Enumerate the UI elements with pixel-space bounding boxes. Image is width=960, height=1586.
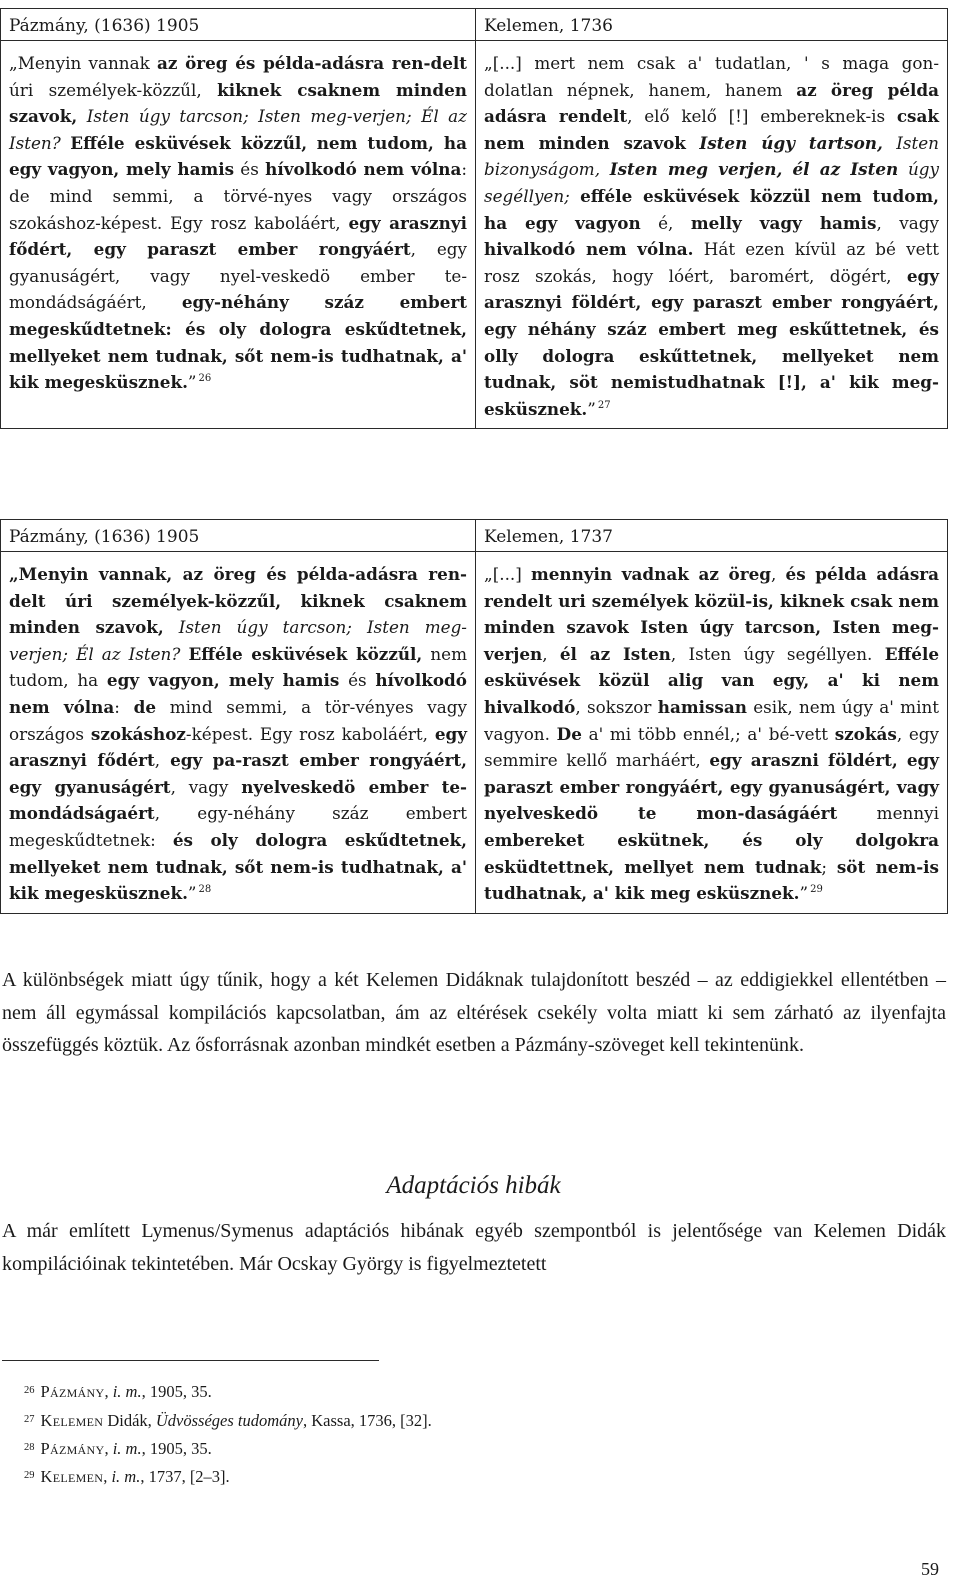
footnote-ref: 28 [198, 884, 212, 896]
table1-pazmany-quote: „Menyin vannak az öreg és példa-adásra ren-delt úri személyek-közzűl, kiknek csaknem minden szavok, Isten úgy tarcson; Isten meg-verjen; Él az Isten? Efféle esküvések közzűl, nem tudom, ha egy vagyon, mely hamis és hívolkodó nem vólna: de mind semmi, a törvé-nyes vagy országos szokáshoz-képest. Egy rosz kaboláért, egy arasznyi fődért, egy paraszt ember rongyáért, egy gyanuságért, vagy nyel-veskedö ember te-mondádságáért, egy-néhány száz embert megeskűdtetnek: és oly dologra eskűdtetnek, mellyeket nem tudnak, sőt nem-is tudhatnak, a' kik megesküsznek.” $^{26}$ [1, 41, 476, 429]
table2-pazmany-quote: „Menyin vannak, az öreg és példa-adásra ren-delt úri személyek-közzűl, kiknek csaknem minden szavok, Isten úgy tarcson; Isten meg-verjen; Él az Isten? Efféle esküvések közzűl, nem tudom, ha egy vagyon, mely hamis és hívolkodó nem vólna: de mind semmi, a tör-vényes vagy országos szokáshoz-képest. Egy rosz kaboláért, egy arasznyi fődért, egy pa-raszt ember rongyáért, egy gyanuságért, vagy nyelveskedö ember te-mondádságaért, egy-néhány száz embert megeskűdtetnek: és oly dologra eskűdtetnek, mellyeket nem tudnak, sőt nem-is tudhatnak, a' kik megesküsznek.” $^{28}$ [1, 552, 476, 914]
footnote-ref: 27 [597, 399, 611, 411]
table2-right-header: Kelemen, 1737 [476, 520, 948, 552]
footnote-ref: 29 [810, 884, 823, 896]
table2-kelemen-quote: „[...] mennyin vadnak az öreg, és példa adásra rendelt uri személyek közül-is, kiknek csak nem minden szavok Isten úgy tarcson, Isten meg-verjen, él az Isten, Isten úgy segéllyen. Efféle esküvések közül alig van egy, a' ki nem hivalkodó, sokszor hamissan esik, nem úgy a' mint vagyon. De a' mi több ennél,; a' bé-vett szokás, egy semmire kellő marháért, egy araszni földért, egy paraszt ember rongyáért, egy gyanuságért, vagy nyelveskedö te mon-daságáért mennyi embereket eskütnek, és oly dolgokra esküdtettnek, mellyet nem tudnak; söt nem-is tudhatnak, a' kik meg esküsznek.” $^{29}$ [476, 552, 948, 914]
table1-right-header: Kelemen, 1736 [476, 9, 948, 41]
footnote-29: $^{29}$ Kelemen, i. m., 1737, [2–3]. [24, 1467, 230, 1486]
footnote-27: $^{27}$ Kelemen Didák, Üdvösséges tudomány, Kassa, 1736, [32]. [24, 1411, 432, 1430]
table2-left-header: Pázmány, (1636) 1905 [1, 520, 476, 552]
table1-left-header: Pázmány, (1636) 1905 [1, 9, 476, 41]
comparison-table-1737 [0, 519, 948, 914]
body-paragraph-2: A már említett Lymenus/Symenus adaptációs hibának egyéb szempontból is jelentősége van Kelemen Didák kompilációinak tekintetében. Már Ocskay György is figyelmeztetett [2, 1220, 946, 1275]
footnote-separator [2, 1360, 379, 1361]
section-heading: Adaptációs hibák [386, 1172, 561, 1199]
footnote-ref: 26 [198, 373, 212, 385]
page-number: 59 [921, 1559, 939, 1579]
table1-kelemen-quote: „[...] mert nem csak a' tudatlan, ' s maga gon-dolatlan népnek, hanem, hanem az öreg példa adásra rendelt, elő kelő [!] embereknek-is csak nem minden szavok Isten úgy tartson, Isten bizonyságom, Isten meg verjen, él az Isten úgy segéllyen; efféle esküvések közzül nem tudom, ha egy vagyon é, melly vagy hamis, vagy hivalkodó nem vólna. Hát ezen kívül az bé vett rosz szokás, hogy lóért, baromért, dögért, egy arasznyi földért, egy paraszt ember rongyáért, egy néhány száz embert meg eskűttetnek, és olly dologra eskűttetnek, mellyeket nem tudnak, söt nemistudhatnak [!], a' kik meg-esküsznek.” $^{27}$ [476, 41, 948, 429]
footnote-28: $^{28}$ Pázmány, i. m., 1905, 35. [24, 1439, 212, 1458]
comparison-table-1736 [0, 8, 948, 429]
footnote-26: $^{26}$ Pázmány, i. m., 1905, 35. [24, 1382, 212, 1401]
body-paragraph-1: A különbségek miatt úgy tűnik, hogy a két Kelemen Didáknak tulajdonított beszéd – az eddigiekkel ellentétben – nem áll egymással kompilációs kapcsolatban, ám az eltérések csekély volta miatt ki sem zárható az ilyenfajta összefüggés köztük. Az ősforrásnak azonban mindkét esetben a Pázmány-szöveget kell tekintenünk. [2, 969, 946, 1056]
